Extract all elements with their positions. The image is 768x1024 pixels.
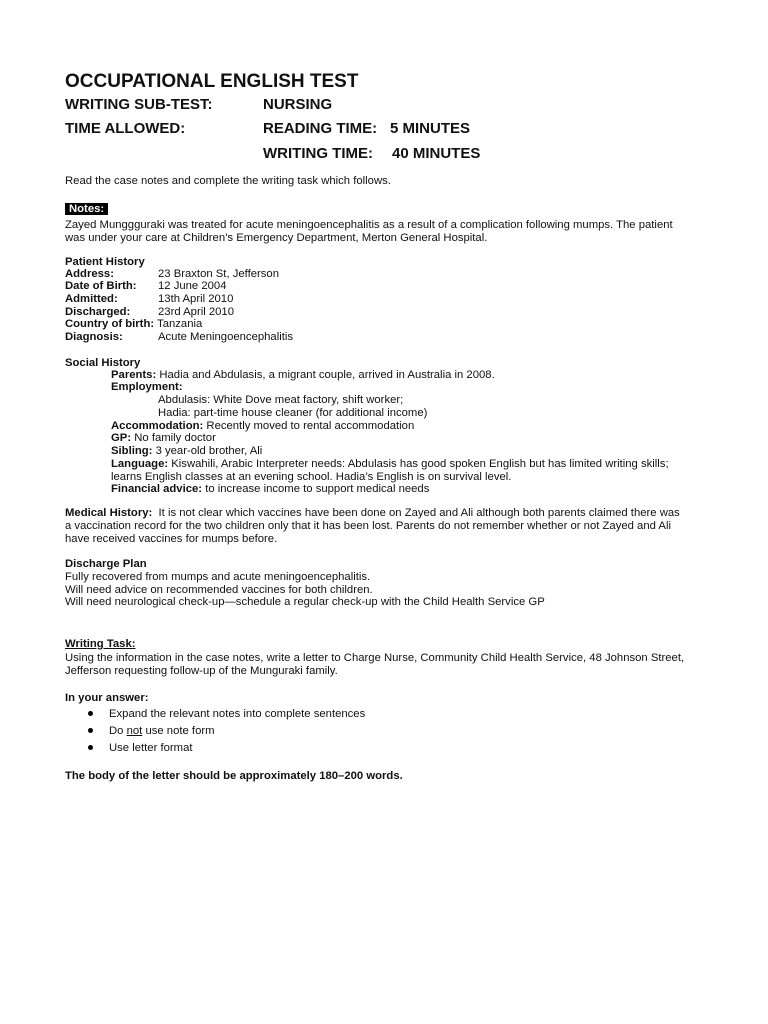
bullet-dot-icon xyxy=(88,711,93,716)
financial-row xyxy=(111,483,429,496)
language-value: Kiswahili, Arabic Interpreter needs: Abdulasis has good spoken English but has limited writing skills; xyxy=(171,458,669,470)
gp-label: GP: xyxy=(111,432,132,444)
discharged-row xyxy=(65,306,234,319)
medical-history-line-3: have received vaccines for mumps before. xyxy=(65,533,278,545)
discharge-plan-line-2: Will need advice on recommended vaccines for both children. xyxy=(65,584,373,596)
bullet-item-1: Expand the relevant notes into complete sentences xyxy=(109,708,366,720)
notes-label: Notes: xyxy=(65,203,108,215)
accommodation-row xyxy=(111,420,414,433)
country-label: Country of birth: xyxy=(65,318,155,330)
admitted-value: 13th April 2010 xyxy=(158,293,234,305)
writing-time-label: WRITING TIME: xyxy=(263,145,373,162)
document-title: OCCUPATIONAL ENGLISH TEST xyxy=(65,71,359,92)
writing-task-label: Writing Task: xyxy=(65,638,136,650)
writing-time-value: 40 MINUTES xyxy=(392,145,481,162)
accommodation-label: Accommodation: xyxy=(111,420,204,432)
language-label: Language: xyxy=(111,458,169,470)
medical-history-row xyxy=(65,507,680,520)
notes-line-1: Zayed Munggguraki was treated for acute meningoencephalitis as a result of a complication following mumps. The patient xyxy=(65,219,673,231)
subtest-label: WRITING SUB-TEST: xyxy=(65,96,213,113)
bullet-2-post: use note form xyxy=(142,725,215,737)
word-count-note: The body of the letter should be approximately 180–200 words. xyxy=(65,770,403,782)
bullet-item-3: Use letter format xyxy=(109,742,193,754)
notes-line-2: was under your care at Children’s Emergency Department, Merton General Hospital. xyxy=(65,232,488,244)
dob-value: 12 June 2004 xyxy=(158,280,227,292)
social-history-heading: Social History xyxy=(65,357,141,369)
subtest-value: NURSING xyxy=(263,96,333,113)
dob-row xyxy=(65,280,226,293)
answer-heading: In your answer: xyxy=(65,692,149,704)
employment-line-2: Hadia: part-time house cleaner (for additional income) xyxy=(158,407,428,419)
bullet-dot-icon xyxy=(88,745,93,750)
country-row xyxy=(65,318,202,331)
employment-label: Employment: xyxy=(111,381,183,393)
diagnosis-label: Diagnosis: xyxy=(65,331,123,343)
medical-history-line-1: It is not clear which vaccines have been done on Zayed and Ali although both parents claimed there was xyxy=(158,507,680,519)
bullet-dot-icon xyxy=(88,728,93,733)
dob-label: Date of Birth: xyxy=(65,280,137,292)
address-value: 23 Braxton St, Jefferson xyxy=(158,268,279,280)
address-row xyxy=(65,268,279,281)
bullet-2-pre: Do xyxy=(109,725,127,737)
admitted-row xyxy=(65,293,233,306)
writing-task-line-2: Jefferson requesting follow-up of the Munguraki family. xyxy=(65,665,338,677)
language-line-2: learns English classes at an evening school. Hadia’s English is on survival level. xyxy=(111,471,512,483)
address-label: Address: xyxy=(65,268,114,280)
discharged-value: 23rd April 2010 xyxy=(158,306,234,318)
notes-block xyxy=(65,203,108,216)
medical-history-label: Medical History: xyxy=(65,507,153,519)
discharge-plan-heading: Discharge Plan xyxy=(65,558,147,570)
parents-value: Hadia and Abdulasis, a migrant couple, arrived in Australia in 2008. xyxy=(159,369,495,381)
reading-time-label: READING TIME: xyxy=(263,120,378,137)
discharged-label: Discharged: xyxy=(65,306,131,318)
sibling-value: 3 year-old brother, Ali xyxy=(155,445,263,457)
country-value: Tanzania xyxy=(157,318,203,330)
diagnosis-row xyxy=(65,331,293,344)
gp-row xyxy=(111,432,216,445)
parents-label: Parents: xyxy=(111,369,157,381)
employment-line-1: Abdulasis: White Dove meat factory, shift worker; xyxy=(158,394,404,406)
time-allowed-label: TIME ALLOWED: xyxy=(65,120,186,137)
discharge-plan-line-1: Fully recovered from mumps and acute meningoencephalitis. xyxy=(65,571,371,583)
gp-value: No family doctor xyxy=(134,432,216,444)
bullet-item-2 xyxy=(109,725,215,738)
language-row xyxy=(111,458,669,471)
financial-value: to increase income to support medical needs xyxy=(205,483,430,495)
sibling-label: Sibling: xyxy=(111,445,153,457)
sibling-row xyxy=(111,445,262,458)
discharge-plan-line-3: Will need neurological check-up—schedule a regular check-up with the Child Health Service GP xyxy=(65,596,545,608)
patient-history-heading: Patient History xyxy=(65,256,145,268)
medical-history-line-2: a vaccination record for the two children only that it has been lost. Parents do not remember whether or not Zayed and Ali xyxy=(65,520,671,532)
writing-task-line-1: Using the information in the case notes, write a letter to Charge Nurse, Community Child Health Service, 48 Johnson Street, xyxy=(65,652,685,664)
writing-task-label-row xyxy=(65,638,136,651)
accommodation-value: Recently moved to rental accommodation xyxy=(206,420,415,432)
bullet-2-underlined: not xyxy=(126,725,143,737)
parents-row xyxy=(111,369,495,382)
diagnosis-value: Acute Meningoencephalitis xyxy=(158,331,294,343)
admitted-label: Admitted: xyxy=(65,293,118,305)
financial-label: Financial advice: xyxy=(111,483,203,495)
intro-text: Read the case notes and complete the writing task which follows. xyxy=(65,175,391,187)
reading-time-value: 5 MINUTES xyxy=(390,120,471,137)
